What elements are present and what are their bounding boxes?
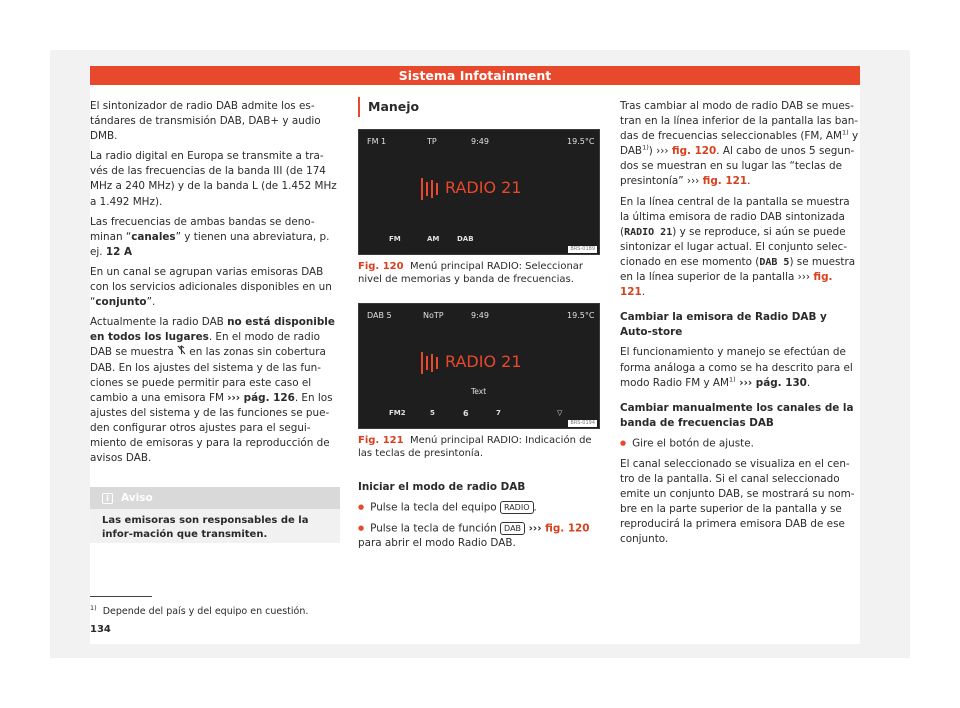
radio-key-icon: RADIO	[500, 501, 534, 514]
preset-bank-button[interactable]: FM2	[389, 409, 406, 417]
tp-label: NoTP	[423, 311, 444, 320]
band-label: FM 1	[367, 137, 387, 146]
more-presets-button[interactable]: ▽	[557, 409, 563, 417]
paragraph: La radio digital en Europa se transmite a tra-vés de las frecuencias de la banda III (de 174 MHz a 240 MHz) y de la banda L (de 1.452 MHz a 1.492 MHz).	[90, 150, 337, 208]
figure-121-radio-screen	[358, 303, 600, 429]
fm-button[interactable]: FM	[389, 235, 401, 243]
page-header: Sistema Infotainment	[90, 66, 860, 85]
notice-text: Las emisoras son responsables de la infor-mación que transmiten.	[102, 515, 309, 540]
column-right	[620, 99, 860, 552]
paragraph: El funcionamiento y manejo se efectúan de forma análoga a como se ha descrito para el modo Radio FM y AM$^{1)}$ ››› pág. 130.	[620, 346, 853, 389]
paragraph: El canal seleccionado se visualiza en el cen-tro de la pantalla. Si el canal seleccionado emite un conjunto DAB, se mostrará su nom-bre en la parte superior de la pantalla y se reproducirá la primera emisora DAB de ese conjunto.	[620, 457, 855, 545]
station-name: RADIO 21	[445, 352, 522, 371]
preset-button-6[interactable]: 6	[463, 409, 469, 418]
section-title: Manejo	[358, 97, 601, 117]
paragraph: En la línea central de la pantalla se muestra la última emisora de radio DAB sintonizada (RADIO 21) y se reproduce, si aún se puede sintonizar el lugar actual. El conjunto selec-cionado en ese momento (DAB 5) se muestra en la línea superior de la pantalla ››› fig. 121.	[620, 195, 856, 299]
dab-button[interactable]: DAB	[457, 235, 474, 243]
notice-header: i Aviso	[90, 487, 340, 509]
clock: 9:49	[471, 137, 489, 146]
subheading: Iniciar el modo de radio DAB	[358, 481, 526, 493]
radio-text: Text	[471, 387, 487, 396]
list-item: ● Pulse la tecla de función DAB ››› fig. 120 para abrir el modo Radio DAB.	[358, 521, 601, 552]
paragraph: El sintonizador de radio DAB admite los es-tándares de transmisión DAB, DAB+ y audio DMB.	[90, 100, 321, 143]
paragraph: Actualmente la radio DAB no está disponible en todos los lugares. En el modo de radio DAB se muestra en las zonas sin cobertura DAB. En los ajustes del sistema y de las fun-ciones se puede permitir para este caso el cambio a una emisora FM ››› pág. 126. En los ajustes del sistema y de las funciones se pue-den configurar otros ajustes para el segui-miento de emisoras y para la reproducción de avisos DAB.	[90, 316, 335, 465]
footnote-divider	[90, 596, 152, 597]
column-middle	[358, 97, 601, 551]
figure-120-radio-screen	[358, 129, 600, 255]
preset-button-5[interactable]: 5	[430, 409, 435, 417]
figure-code: BRS-0194	[570, 420, 595, 426]
am-button[interactable]: AM	[427, 235, 440, 243]
dab-key-icon: DAB	[500, 522, 525, 535]
figure-caption: Fig. 121 Menú principal RADIO: Indicación de las teclas de presintonía.	[358, 435, 592, 459]
station-display	[417, 348, 557, 376]
figure-code: BRS-0189	[570, 246, 595, 252]
temperature: 19.5°C	[567, 137, 595, 146]
temperature: 19.5°C	[567, 311, 595, 320]
column-left	[90, 99, 340, 471]
subheading: Cambiar la emisora de Radio DAB y Auto-store	[620, 311, 827, 339]
band-label: DAB 5	[367, 311, 392, 320]
no-signal-icon	[177, 346, 186, 358]
paragraph: Tras cambiar al modo de radio DAB se mues-tran en la línea inferior de la pantalla las ban-das de frecuencias seleccionables (FM, AM$^{1)}$ y DAB$^{1)}$) ››› fig. 120. Al cabo de unos 5 segun-dos se muestran en su lugar las “teclas de presintonía” ››› fig. 121.	[620, 100, 859, 188]
subheading: Cambiar manualmente los canales de la banda de frecuencias DAB	[620, 401, 854, 429]
figure-caption: Fig. 120 Menú principal RADIO: Seleccionar nivel de memorias y banda de frecuencias.	[358, 261, 584, 285]
station-name: RADIO 21	[445, 178, 522, 197]
preset-button-7[interactable]: 7	[496, 409, 501, 417]
paragraph: Las frecuencias de ambas bandas se deno-minan “canales” y tienen una abreviatura, p. ej. 12 A	[90, 215, 330, 258]
station-display	[417, 174, 557, 202]
list-item: ● Gire el botón de ajuste.	[620, 436, 860, 452]
page-number: 134	[90, 624, 111, 635]
notice-box	[90, 487, 340, 543]
list-item: ● Pulse la tecla del equipo RADIO .	[358, 500, 601, 516]
tp-label: TP	[427, 137, 437, 146]
paragraph: En un canal se agrupan varias emisoras DAB con los servicios adicionales disponibles en un “conjunto”.	[90, 265, 332, 309]
clock: 9:49	[471, 311, 489, 320]
info-icon: i	[102, 493, 113, 504]
footnote: $^{1)}$ Depende del país y del equipo en cuestión.	[90, 603, 309, 617]
